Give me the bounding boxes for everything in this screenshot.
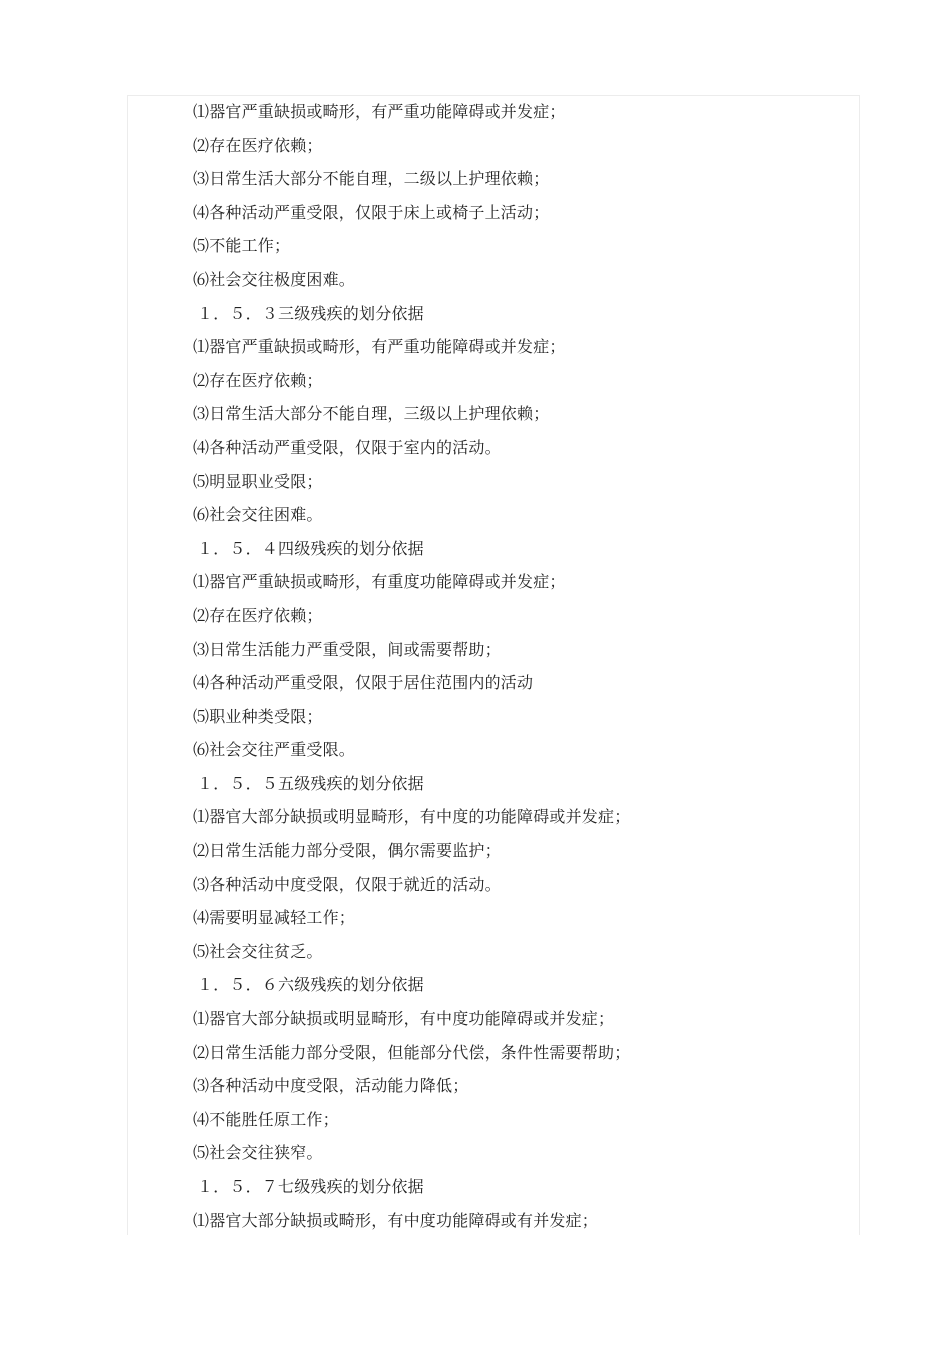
section-heading: １．５．６六级残疾的划分依据 (197, 975, 424, 995)
list-item: ⑵存在医疗依赖； (193, 370, 323, 390)
list-item: ⑷需要明显减轻工作； (193, 908, 356, 928)
document-body (193, 97, 833, 1239)
list-item: ⑸不能工作； (193, 236, 291, 256)
list-item: ⑴器官大部分缺损或明显畸形，有中度的功能障碍或并发症； (193, 807, 631, 827)
list-item: ⑵日常生活能力部分受限，偶尔需要监护； (193, 841, 501, 861)
list-item: ⑸职业种类受限； (193, 706, 323, 726)
list-item: ⑹社会交往困难。 (193, 505, 323, 525)
list-item: ⑴器官严重缺损或畸形，有严重功能障碍或并发症； (193, 102, 566, 121)
list-item: ⑵日常生活能力部分受限，但能部分代偿，条件性需要帮助； (193, 1042, 631, 1062)
section-heading: １．５．３三级残疾的划分依据 (197, 303, 424, 323)
list-item: ⑷各种活动严重受限，仅限于床上或椅子上活动； (193, 202, 550, 222)
list-item: ⑴器官大部分缺损或畸形，有中度功能障碍或有并发症； (193, 1210, 599, 1230)
list-item: ⑸社会交往狭窄。 (193, 1143, 323, 1163)
list-item: ⑶日常生活大部分不能自理，三级以上护理依赖； (193, 404, 550, 424)
list-item: ⑸社会交往贫乏。 (193, 941, 323, 961)
list-item: ⑷各种活动严重受限，仅限于室内的活动。 (193, 437, 501, 457)
list-item: ⑵存在医疗依赖； (193, 135, 323, 155)
list-item: ⑴器官严重缺损或畸形，有严重功能障碍或并发症； (193, 337, 566, 357)
list-item: ⑶日常生活大部分不能自理，二级以上护理依赖； (193, 169, 550, 189)
list-item: ⑶日常生活能力严重受限，间或需要帮助； (193, 639, 501, 659)
list-item: ⑴器官严重缺损或畸形，有重度功能障碍或并发症； (193, 572, 566, 592)
list-item: ⑶各种活动中度受限，活动能力降低； (193, 1076, 469, 1096)
list-item: ⑴器官大部分缺损或明显畸形，有中度功能障碍或并发症； (193, 1009, 615, 1029)
list-item: ⑶各种活动中度受限，仅限于就近的活动。 (193, 874, 501, 894)
list-item: ⑷各种活动严重受限，仅限于居住范围内的活动 (193, 673, 534, 693)
list-item: ⑷不能胜任原工作； (193, 1109, 339, 1129)
list-item: ⑸明显职业受限； (193, 471, 323, 491)
list-item: ⑹社会交往极度困难。 (193, 269, 356, 289)
section-heading: １．５．４四级残疾的划分依据 (197, 538, 424, 558)
section-heading: １．５．７七级残疾的划分依据 (197, 1177, 424, 1196)
list-item: ⑵存在医疗依赖； (193, 605, 323, 625)
section-heading: １．５．５五级残疾的划分依据 (197, 773, 424, 793)
list-item: ⑹社会交往严重受限。 (193, 740, 356, 760)
